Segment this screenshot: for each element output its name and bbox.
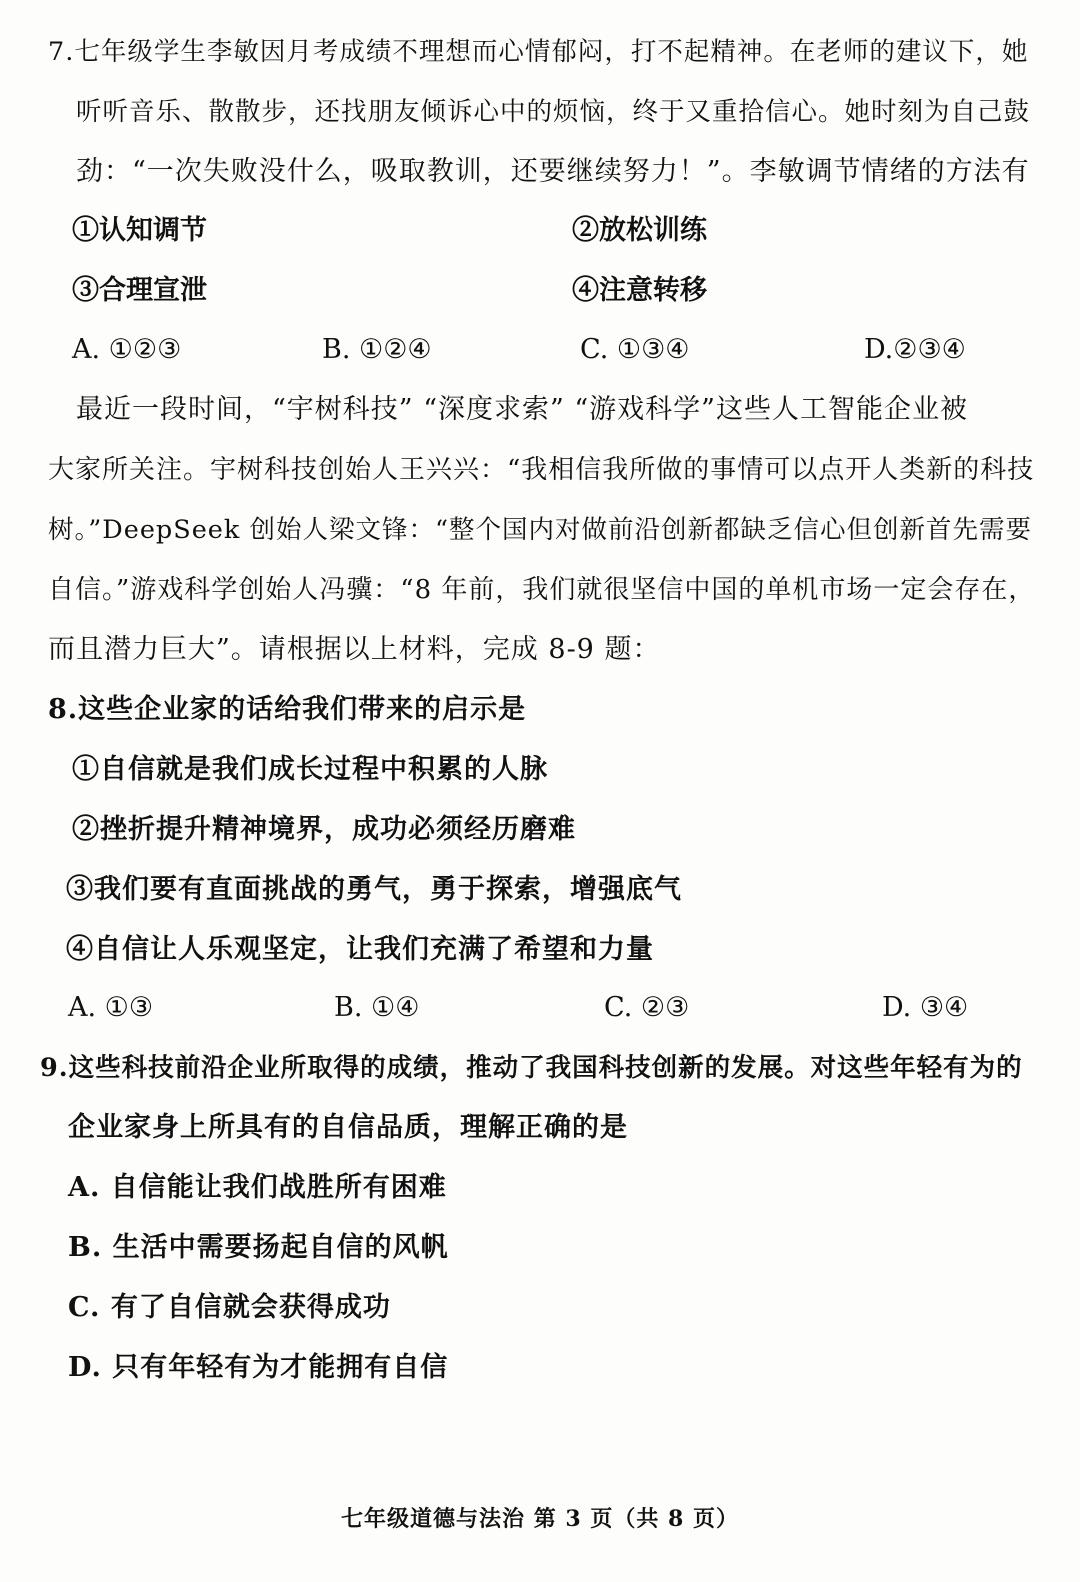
q9-option-d: D. 只有年轻有为才能拥有自信 [68, 1352, 449, 1383]
material-line-2: 大家所关注。宇树科技创始人王兴兴：“我相信我所做的事情可以点开人类新的科技 [48, 455, 1035, 485]
q7-stem-line-1: 7.七年级学生李敏因月考成绩不理想而心情郁闷，打不起精神。在老师的建议下，她 [48, 37, 1029, 67]
q7-option-a: A. ①②③ [72, 334, 182, 365]
q8-option-a: A. ①③ [68, 992, 154, 1023]
q8-item-3: ③我们要有直面挑战的勇气，勇于探索，增强底气 [66, 874, 682, 905]
q7-stem-line-3: 劲：“一次失败没什么，吸取教训，还要继续努力！”。李敏调节情绪的方法有 [76, 156, 1030, 187]
q7-option-b: B. ①②④ [322, 334, 432, 365]
q8-item-2: ②挫折提升精神境界，成功必须经历磨难 [72, 814, 576, 845]
q7-item-2: ②放松训练 [572, 215, 707, 246]
q9-stem-line-2: 企业家身上所具有的自信品质，理解正确的是 [68, 1112, 628, 1143]
q8-option-c: C. ②③ [604, 992, 690, 1023]
q7-item-3: ③合理宣泄 [72, 275, 207, 306]
q7-stem-line-2: 听听音乐、散散步，还找朋友倾诉心中的烦恼，终于又重拾信心。她时刻为自己鼓 [76, 97, 1031, 127]
q9-stem-line-1: 9.这些科技前沿企业所取得的成绩，推动了我国科技创新的发展。对这些年轻有为的 [40, 1053, 1023, 1083]
q8-stem: 8.这些企业家的话给我们带来的启示是 [48, 694, 527, 725]
q7-item-1: ①认知调节 [72, 215, 207, 246]
q8-option-b: B. ①④ [334, 992, 420, 1023]
q9-option-b: B. 生活中需要扬起自信的风帆 [68, 1232, 449, 1263]
q7-option-c: C. ①③④ [580, 334, 690, 365]
material-line-4: 自信。”游戏科学创始人冯骥：“8 年前，我们就很坚信中国的单机市场一定会存在， [48, 575, 1036, 605]
q8-item-4: ④自信让人乐观坚定，让我们充满了希望和力量 [66, 934, 654, 965]
q9-option-c: C. 有了自信就会获得成功 [68, 1292, 391, 1323]
q7-option-d: D.②③④ [864, 334, 966, 365]
q8-option-d: D. ③④ [882, 992, 969, 1023]
q7-item-4: ④注意转移 [572, 275, 707, 306]
page-footer: 七年级道德与法治 第 3 页（共 8 页） [341, 1506, 739, 1532]
material-line-3: 树。”DeepSeek 创始人梁文锋：“整个国内对做前沿创新都缺乏信心但创新首先需要 [48, 515, 1032, 545]
material-line-5: 而且潜力巨大”。请根据以上材料，完成 8-9 题： [48, 634, 661, 665]
q8-item-1: ①自信就是我们成长过程中积累的人脉 [72, 754, 548, 785]
q9-option-a: A. 自信能让我们战胜所有困难 [68, 1172, 447, 1203]
material-line-1: 最近一段时间，“宇树科技” “深度求索” “游戏科学”这些人工智能企业被 [76, 394, 968, 425]
